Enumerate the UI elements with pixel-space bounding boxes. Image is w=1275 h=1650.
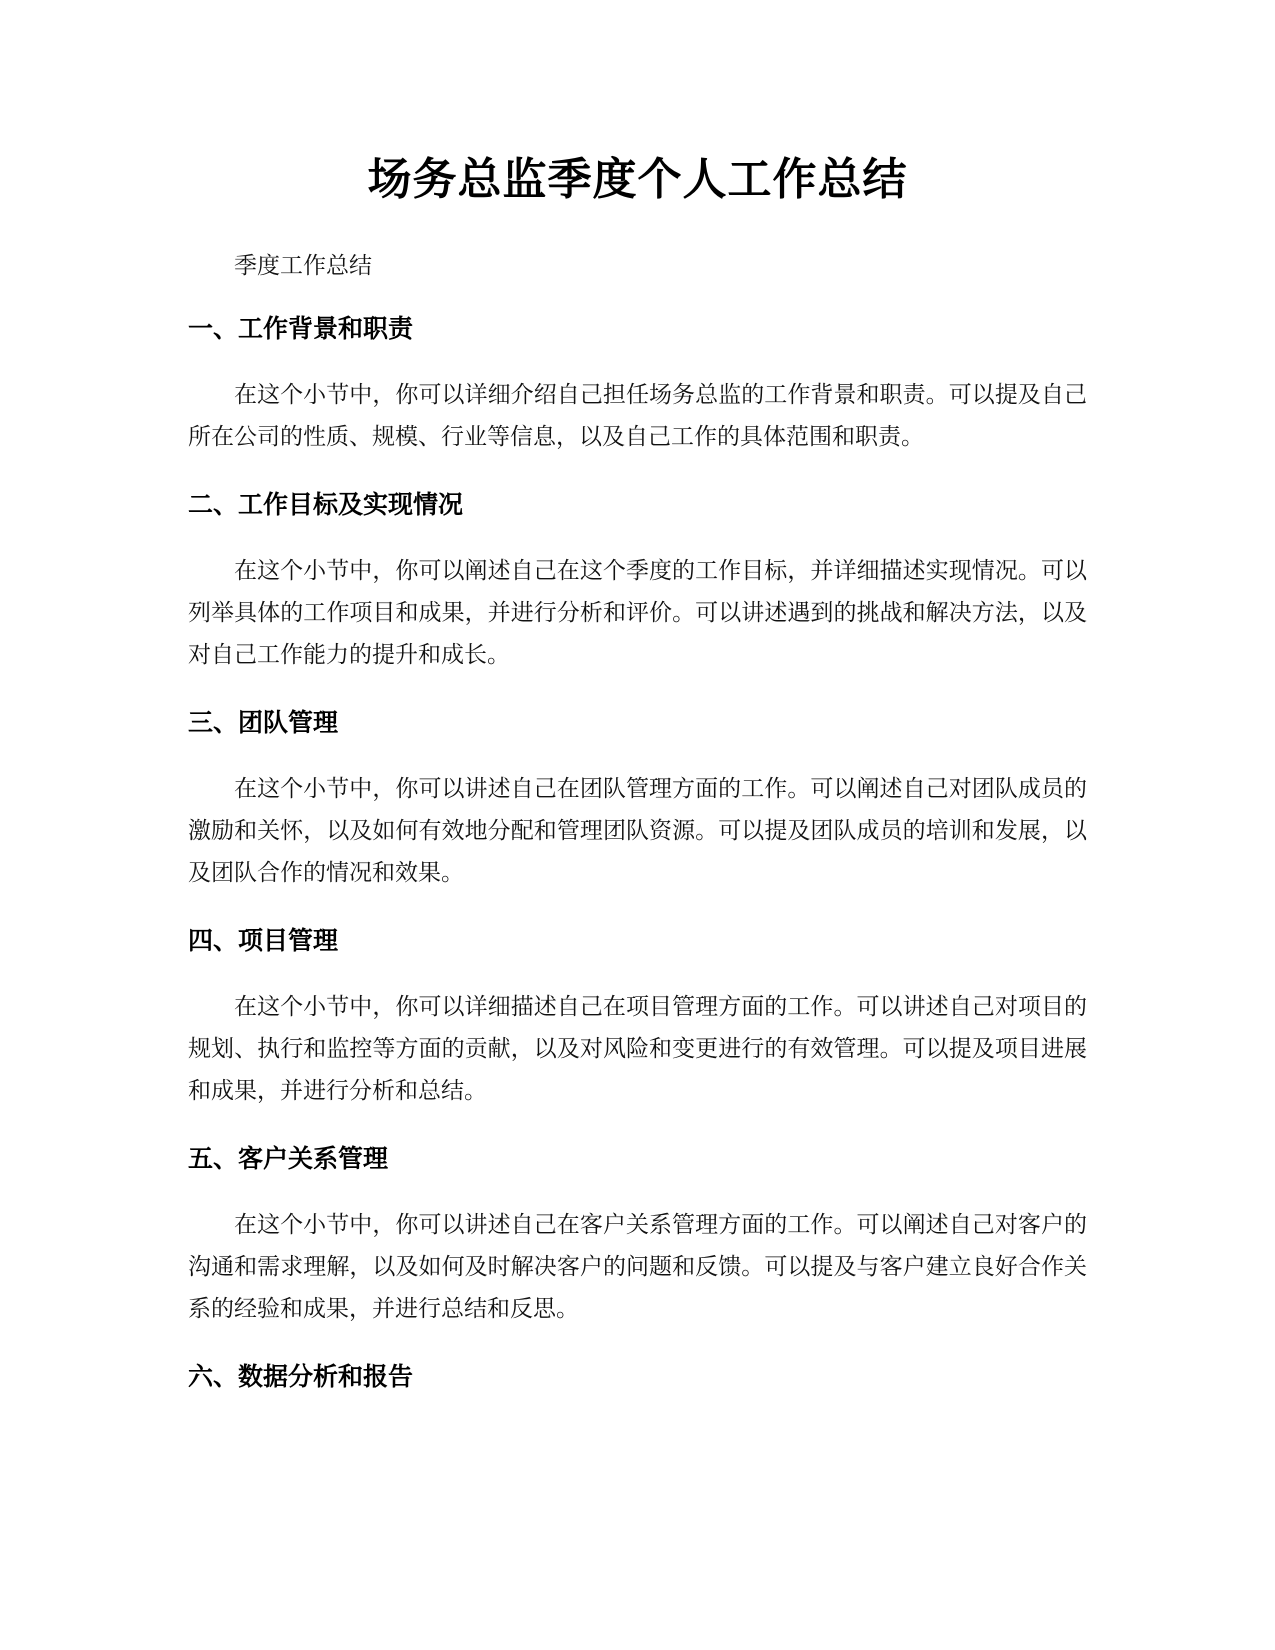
section-heading: 五、客户关系管理 <box>188 1144 389 1173</box>
section-heading: 二、工作目标及实现情况 <box>188 490 464 519</box>
document-title: 场务总监季度个人工作总结 <box>367 154 908 205</box>
section-project-management <box>188 924 1087 1112</box>
section-heading: 三、团队管理 <box>188 708 339 737</box>
section-team-management <box>188 706 1087 894</box>
section-heading: 四、项目管理 <box>188 926 339 955</box>
section-goals-achievements <box>188 488 1087 676</box>
section-paragraph: 在这个小节中，你可以详细描述自己在项目管理方面的工作。可以讲述自己对项目的规划、执行和监控等方面的贡献，以及对风险和变更进行的有效管理。可以提及项目进展和成果，并进行分析和总结。 <box>188 994 1087 1104</box>
section-background-duties <box>188 312 1087 458</box>
section-heading: 六、数据分析和报告 <box>188 1362 414 1391</box>
section-paragraph: 在这个小节中，你可以讲述自己在客户关系管理方面的工作。可以阐述自己对客户的沟通和需求理解，以及如何及时解决客户的问题和反馈。可以提及与客户建立良好合作关系的经验和成果，并进行总结和反思。 <box>188 1212 1087 1322</box>
section-client-relations <box>188 1142 1087 1330</box>
section-data-analysis <box>188 1360 1087 1394</box>
section-paragraph: 在这个小节中，你可以阐述自己在这个季度的工作目标，并详细描述实现情况。可以列举具体的工作项目和成果，并进行分析和评价。可以讲述遇到的挑战和解决方法，以及对自己工作能力的提升和成长。 <box>188 558 1087 668</box>
section-heading: 一、工作背景和职责 <box>188 314 414 343</box>
section-paragraph: 在这个小节中，你可以详细介绍自己担任场务总监的工作背景和职责。可以提及自己所在公司的性质、规模、行业等信息，以及自己工作的具体范围和职责。 <box>188 382 1087 450</box>
document-subtitle: 季度工作总结 <box>234 253 372 279</box>
section-paragraph: 在这个小节中，你可以讲述自己在团队管理方面的工作。可以阐述自己对团队成员的激励和关怀，以及如何有效地分配和管理团队资源。可以提及团队成员的培训和发展，以及团队合作的情况和效果。 <box>188 776 1087 886</box>
